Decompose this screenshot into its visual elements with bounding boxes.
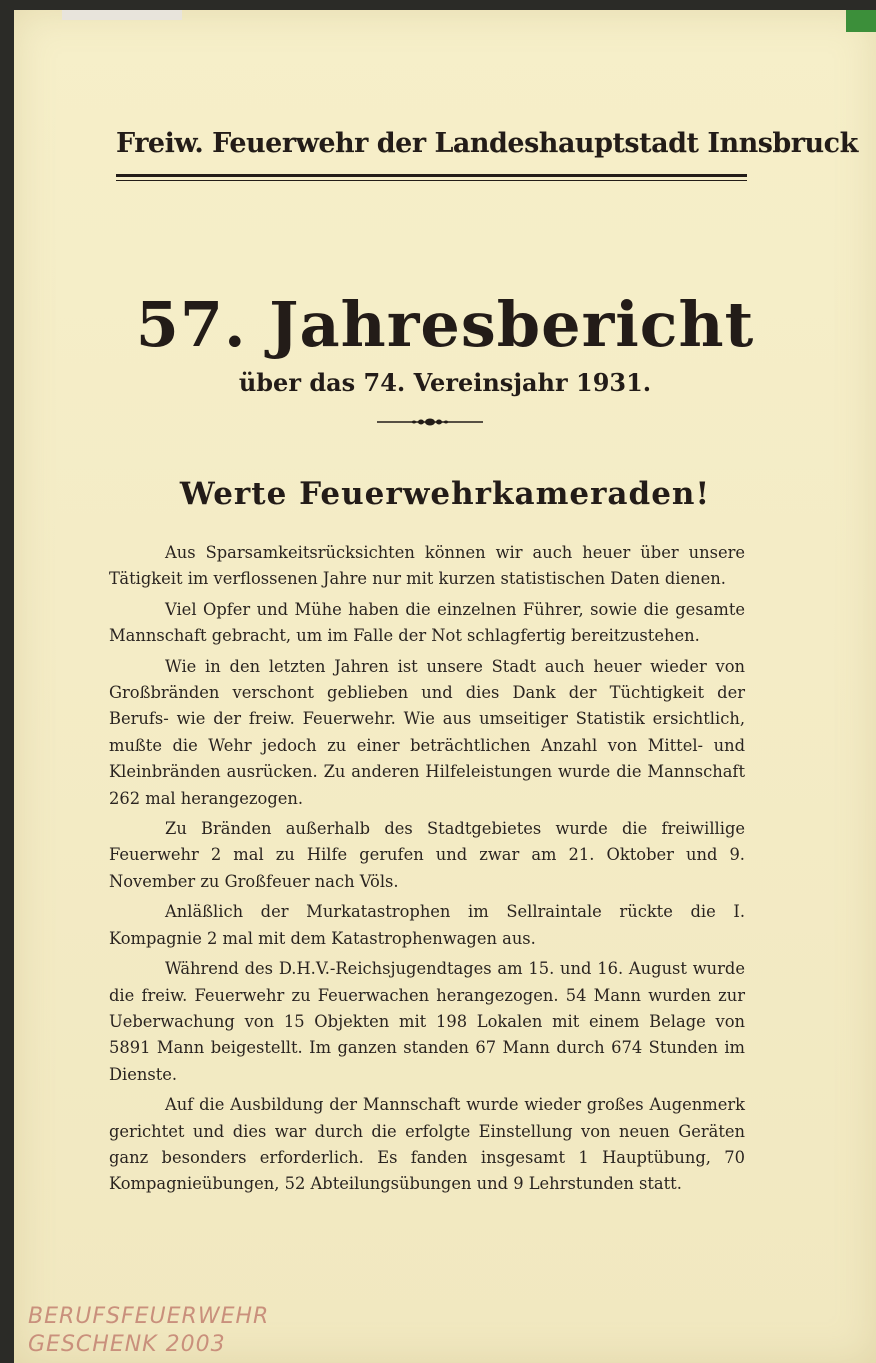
- paragraph: Wie in den letzten Jahren ist unsere Stadt auch heuer wieder von Großbränden verschont geblieben und dies Dank der Tüchtigkeit der Berufs- wie der freiw. Feuerwehr. Wie aus umseitiger Statistik ersichtlich, mußte die Wehr jedoch zu einer beträchtlichen Anzahl von Mittel- und Kleinbränden ausrücken. Zu anderen Hilfeleistungen wurde die Mannschaft 262 mal herangezogen.: [109, 656, 745, 808]
- stamp-line: BERUFSFEUERWEHR: [28, 1304, 270, 1329]
- report-subtitle: über das 74. Vereinsjahr 1931.: [238, 368, 652, 397]
- header-rule: [116, 174, 747, 177]
- paragraph: Viel Opfer und Mühe haben die einzelnen Führer, sowie die gesamte Mannschaft gebracht, um im Falle der Not schlagfertig bereitzustehen.: [109, 599, 745, 646]
- greeting-heading: Werte Feuerwehrkameraden!: [179, 476, 711, 512]
- paragraph: Zu Bränden außerhalb des Stadtgebietes wurde die freiwillige Feuerwehr 2 mal zu Hilfe gerufen und zwar am 21. Oktober und 9. November zu Großfeuer nach Völs.: [109, 819, 745, 891]
- report-body: [109, 540, 745, 1202]
- green-corner-mark: [846, 10, 876, 32]
- header-rule-thin: [116, 180, 747, 181]
- paper-tab: [62, 10, 182, 20]
- document-sheet: [14, 10, 876, 1363]
- paragraph: Anläßlich der Murkatastrophen im Sellraintale rückte die I. Kompagnie 2 mal mit dem Katastrophenwagen aus.: [109, 902, 745, 948]
- organization-header: Freiw. Feuerwehr der Landeshauptstadt Innsbruck: [116, 128, 858, 159]
- paragraph: Während des D.H.V.-Reichsjugendtages am 15. und 16. August wurde die freiw. Feuerwehr zu Feuerwachen herangezogen. 54 Mann wurden zur Ueberwachung von 15 Objekten mit 198 Lokalen mit einem Belage von 5891 Mann beigestellt. Im ganzen standen 67 Mann durch 674 Stunden im Dienste.: [109, 959, 745, 1084]
- paragraph: Auf die Ausbildung der Mannschaft wurde wieder großes Augenmerk gerichtet und dies war durch die erfolgte Einstellung von neuen Geräten ganz besonders erforderlich. Es fanden insgesamt 1 Hauptübung, 70 Kompagnieübungen, 52 Abteilungsübungen und 9 Lehrstunden statt.: [109, 1095, 745, 1194]
- archive-stamp: [28, 1303, 269, 1359]
- stamp-line: GESCHENK 2003: [28, 1332, 226, 1357]
- paragraph: Aus Sparsamkeitsrücksichten können wir auch heuer über unsere Tätigkeit im verflossenen Jahre nur mit kurzen statistischen Daten dienen.: [109, 543, 745, 589]
- ornament-divider-icon: [377, 414, 483, 430]
- report-title: 57. Jahresbericht: [135, 288, 755, 361]
